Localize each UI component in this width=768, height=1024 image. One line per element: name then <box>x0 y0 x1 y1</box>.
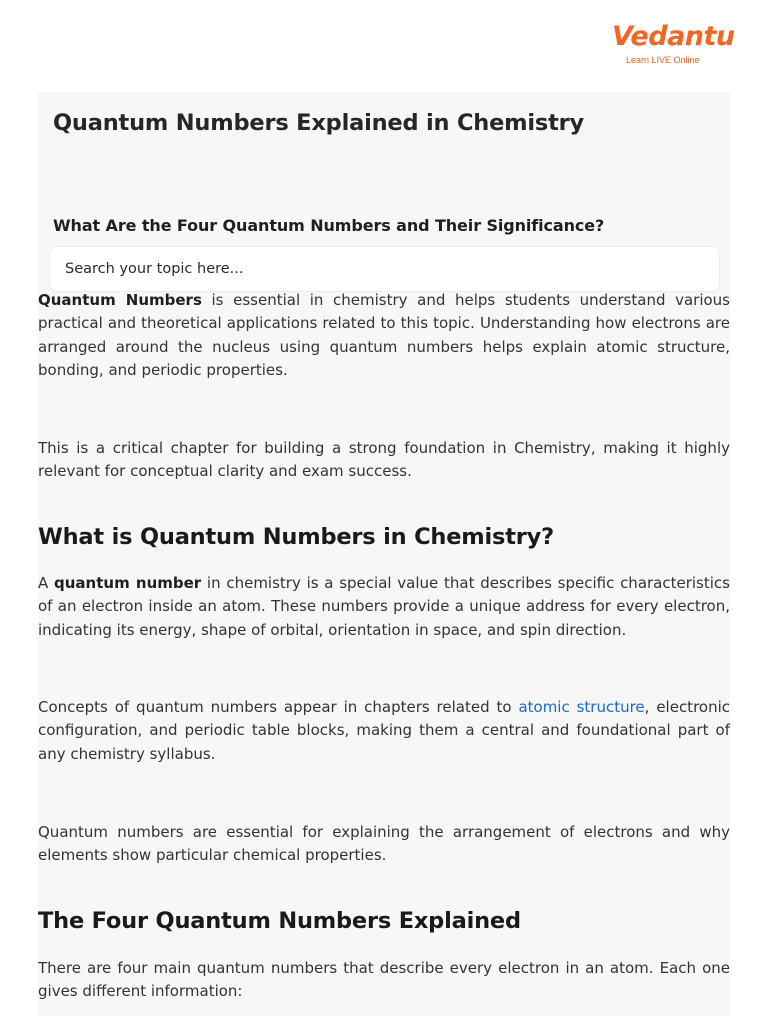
importance-paragraph: Quantum numbers are essential for explaining the arrangement of electrons and why elements show particular chemical properties. <box>38 823 730 865</box>
definition-text: in chemistry is a special value that describes specific characteristics of an electron inside an atom. These numbers provide a unique address for every electron, indicating its energy, shape of orbital, orientation in space, and spin direction. <box>38 574 730 639</box>
page-title: Quantum Numbers Explained in Chemistry <box>53 110 585 136</box>
concepts-prefix: Concepts of quantum numbers appear in chapters related to <box>38 698 519 716</box>
section-heading-what-is: What is Quantum Numbers in Chemistry? <box>38 524 554 550</box>
intro-paragraph-2: This is a critical chapter for building a strong foundation in Chemistry, making it highly relevant for conceptual clarity and exam success. <box>38 439 730 481</box>
definition-paragraph <box>38 572 730 642</box>
definition-prefix: A <box>38 574 54 592</box>
definition-bold-term: quantum number <box>54 574 202 592</box>
concepts-text: , electronic configuration, and periodic table blocks, making them a central and foundational part of any chemistry syllabus. <box>38 698 731 763</box>
intro-bold-term: Quantum Numbers <box>38 291 202 309</box>
logo-wordmark: Vedantu <box>612 21 735 52</box>
search-input[interactable] <box>65 257 705 281</box>
concepts-paragraph <box>38 696 730 766</box>
four-numbers-paragraph: There are four main quantum numbers that describe every electron in an atom. Each one gives different information: <box>38 959 730 1001</box>
atomic-structure-link[interactable]: atomic structure <box>518 698 645 716</box>
search-box[interactable] <box>49 246 720 292</box>
intro-text: is essential in chemistry and helps students understand various practical and theoretical applications related to this topic. Understanding how electrons are arranged around the nucleus using quantum numbers helps explain atomic structure, bonding, and periodic properties. <box>38 291 730 379</box>
section-heading-four-numbers: The Four Quantum Numbers Explained <box>38 908 521 934</box>
intro-paragraph <box>38 289 730 382</box>
vedantu-logo[interactable] <box>612 20 735 72</box>
logo-tagline: Learn LIVE Online <box>626 55 700 65</box>
page-subtitle: What Are the Four Quantum Numbers and Their Significance? <box>53 216 605 235</box>
